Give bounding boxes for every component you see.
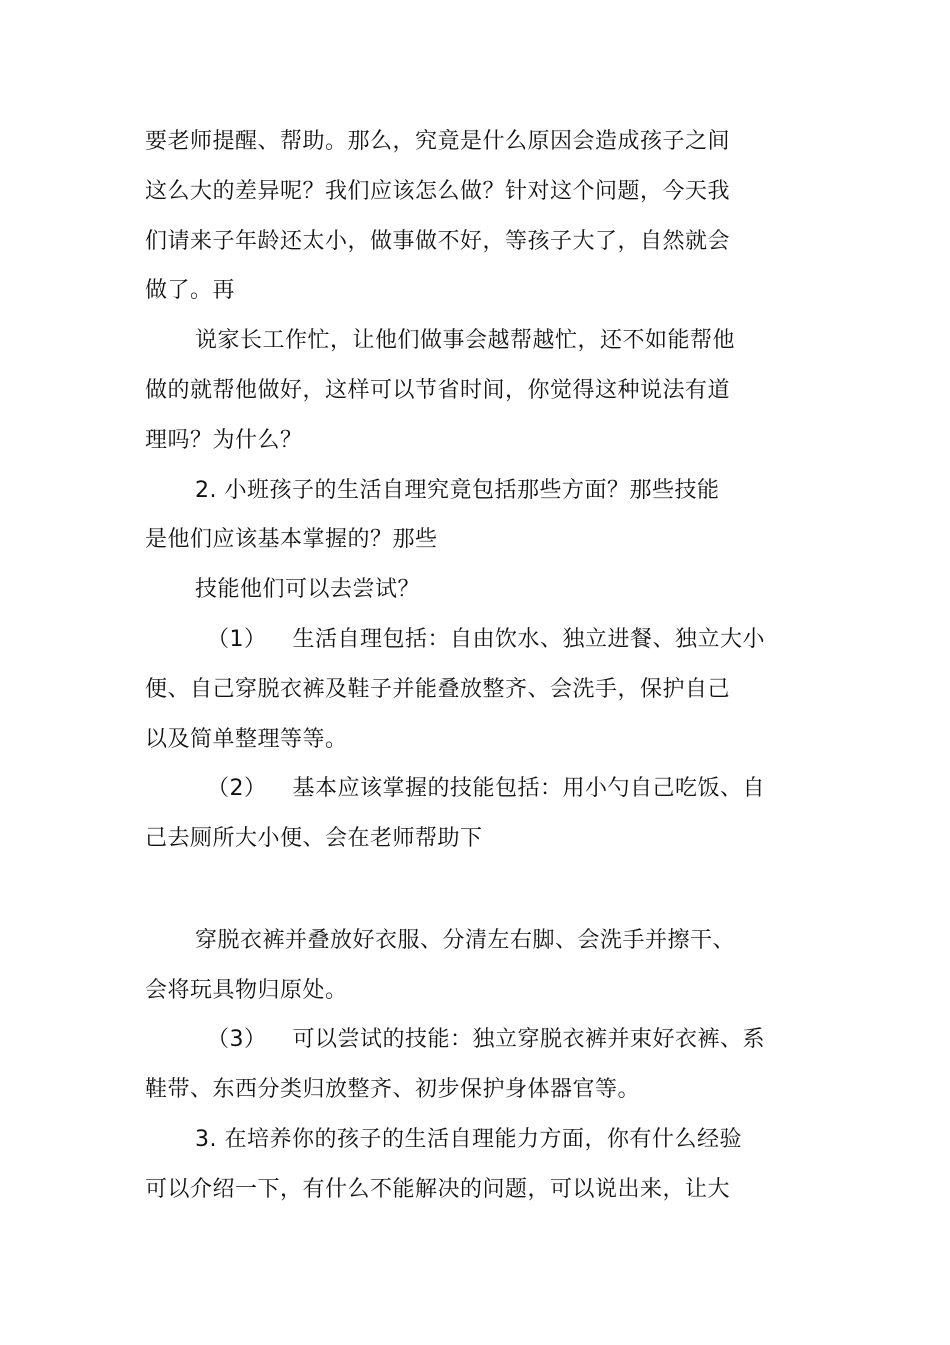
paragraph-line: 说家长工作忙，让他们做事会越帮越忙，还不如能帮他: [195, 328, 736, 353]
sub-item-text: 基本应该掌握的技能包括：用小勺自己吃饭、自: [292, 776, 766, 801]
paragraph-line: 做了。再: [145, 278, 236, 303]
numbered-item-line: 2. 小班孩子的生活自理究竟包括那些方面？那些技能: [195, 478, 720, 503]
paragraph-line: 鞋带、东西分类归放整齐、初步保护身体器官等。: [145, 1077, 641, 1102]
paragraph-line: 技能他们可以去尝试？: [195, 577, 421, 602]
sub-item-line: [207, 1025, 765, 1055]
sub-item-text: 可以尝试的技能：独立穿脱衣裤并束好衣裤、系: [292, 1027, 766, 1052]
paragraph-line: 便、自己穿脱衣裤及鞋子并能叠放整齐、会洗手，保护自己: [145, 677, 731, 702]
numbered-item-line: 3. 在培养你的孩子的生活自理能力方面，你有什么经验: [195, 1127, 742, 1152]
paragraph-line: 可以介绍一下，有什么不能解决的问题，可以说出来，让大: [145, 1177, 731, 1202]
paragraph-line: 穿脱衣裤并叠放好衣服、分清左右脚、会洗手并擦干、: [195, 928, 736, 953]
list-marker: （2）: [207, 776, 267, 801]
paragraph-line: 做的就帮他做好，这样可以节省时间，你觉得这种说法有道: [145, 378, 731, 403]
sub-item-line: [207, 774, 765, 804]
paragraph-line: 们请来子年龄还太小，做事做不好，等孩子大了，自然就会: [145, 229, 731, 254]
paragraph-line: 己去厕所大小便、会在老师帮助下: [145, 826, 483, 851]
paragraph-line: 这么大的差异呢？我们应该怎么做？针对这个问题，今天我: [145, 179, 731, 204]
paragraph-line: 会将玩具物归原处。: [145, 978, 348, 1003]
paragraph-line: 要老师提醒、帮助。那么，究竟是什么原因会造成孩子之间: [145, 129, 731, 154]
paragraph-line: 是他们应该基本掌握的？那些: [145, 527, 438, 552]
sub-item-text: 生活自理包括：自由饮水、独立进餐、独立大小: [292, 627, 766, 652]
sub-item-line: [207, 625, 765, 655]
list-marker: （3）: [207, 1027, 267, 1052]
list-marker: （1）: [207, 627, 267, 652]
paragraph-line: 理吗？为什么？: [145, 428, 303, 453]
paragraph-line: 以及简单整理等等。: [145, 727, 348, 752]
